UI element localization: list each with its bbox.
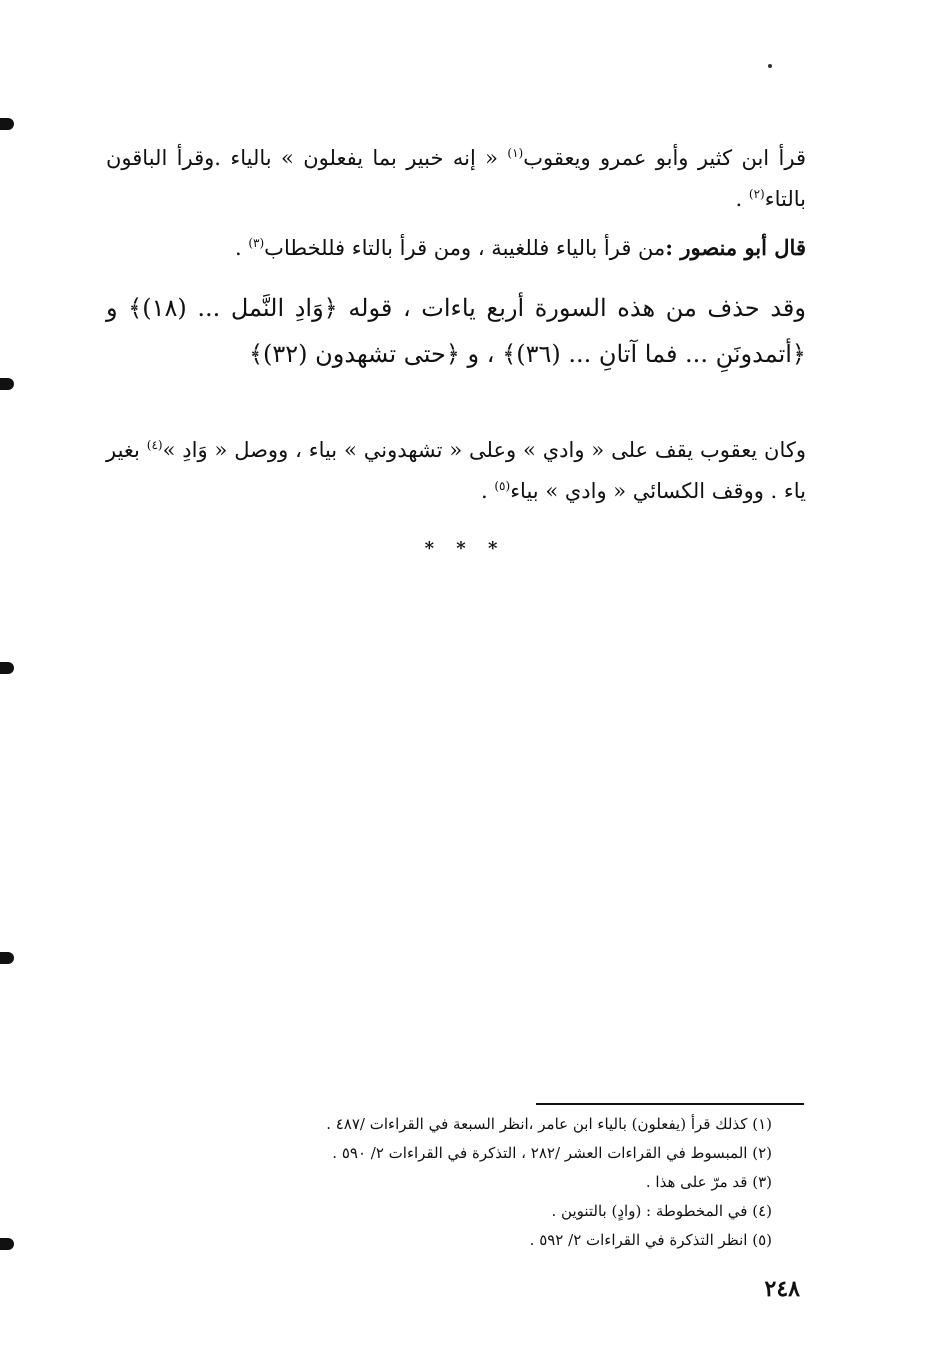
scan-speck [768, 64, 772, 68]
paragraph-abu-mansur [106, 228, 806, 269]
binding-mark [0, 952, 14, 964]
footnote-item: (٥) انظر التذكرة في القراءات ٢/ ٥٩٢ . [529, 1231, 772, 1249]
binding-mark [0, 378, 14, 390]
footnote-ref: (٣) [248, 236, 265, 250]
paragraph-text: من قرأ بالياء فللغيبة ، ومن قرأ بالتاء فللخطاب [264, 236, 666, 260]
paragraph-text: وقد حذف من هذه السورة أربع ياءات ، قوله ﴿وَادِ النَّمل ... (١٨)﴾ و ﴿أتمدونَنِ ... فما آتانِ ... (٣٦)﴾ ، و ﴿حتى تشهدون (٣٢)﴾ [106, 294, 806, 368]
footnote-ref: (١) [507, 146, 524, 160]
binding-mark [0, 118, 14, 130]
footnote-divider [536, 1103, 804, 1105]
footnote-ref: (٢) [748, 186, 765, 201]
binding-mark [0, 1238, 14, 1250]
page-number: ٢٤٨ [764, 1276, 800, 1302]
paragraph-text: بغير ياء . ووقف الكسائي « وادي » بياء [106, 438, 806, 503]
paragraph-text: وكان يعقوب يقف على « وادي » وعلى « تشهدوني » بياء ، ووصل « وَادِ » [162, 438, 807, 462]
footnote-item: (٢) المبسوط في القراءات العشر /٢٨٢ ، التذكرة في القراءات ٢/ ٥٩٠ . [332, 1144, 772, 1162]
speaker-label: قال أبو منصور : [665, 235, 806, 260]
binding-mark [0, 662, 14, 674]
paragraph-text: . [234, 236, 249, 260]
footnote-ref: (٤) [146, 438, 163, 452]
footnotes [260, 1110, 772, 1255]
footnote-item: (١) كذلك قرأ (يفعلون) بالياء ابن عامر ،انظر السبعة في القراءات /٤٨٧ . [326, 1115, 772, 1133]
paragraph-readings [106, 138, 806, 220]
paragraph-text: قرأ ابن كثير وأبو عمرو ويعقوب [523, 146, 806, 170]
footnote-ref: (٥) [494, 478, 511, 493]
paragraph-text: . [735, 186, 749, 211]
paragraph-text: « إنه خبير بما يفعلون » بالياء .وقرأ الباقون بالتاء [106, 146, 806, 211]
section-separator: * * * [424, 538, 506, 559]
footnote-item: (٣) قد مرّ على هذا . [645, 1173, 772, 1191]
footnote-item: (٤) في المخطوطة : (وادٍ) بالتنوين . [551, 1202, 772, 1220]
paragraph-text: . [481, 478, 495, 503]
paragraph-deleted-yaat [106, 286, 806, 377]
paragraph-yaqub [106, 430, 806, 512]
